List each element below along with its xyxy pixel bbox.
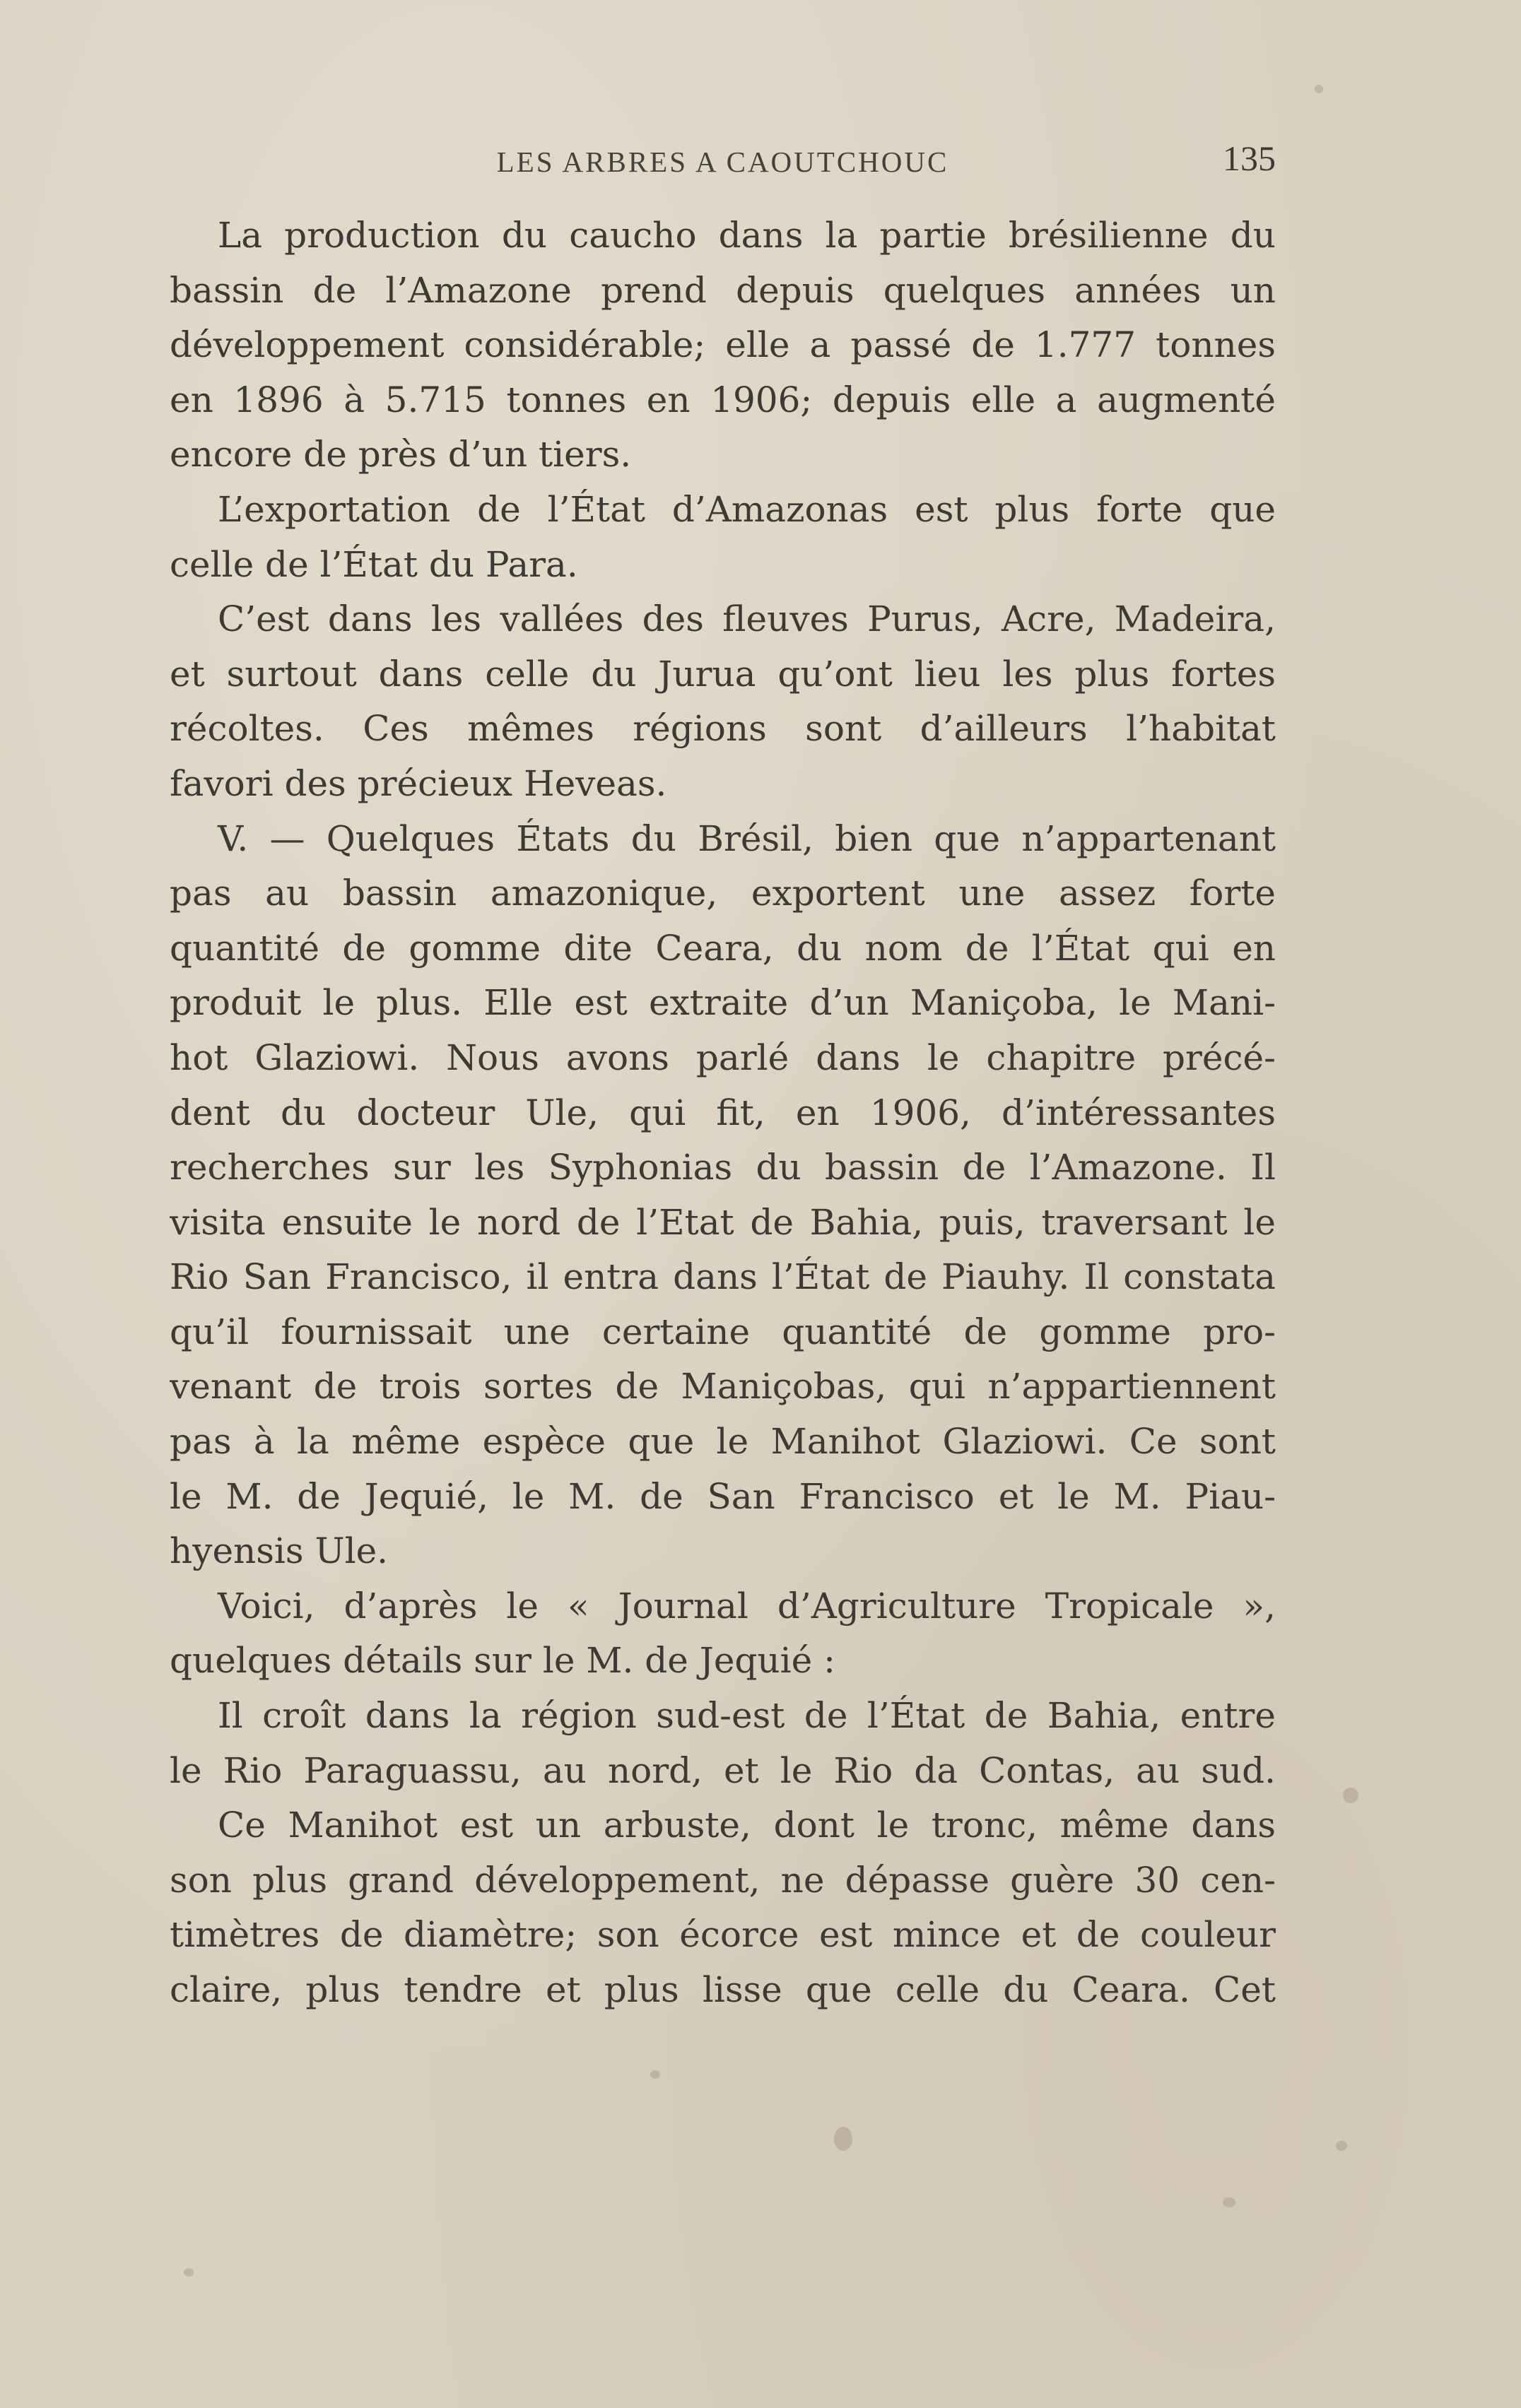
text-line: venant de trois sortes de Maniçobas, qui n’appartiennent <box>170 1366 1276 1407</box>
text-line: Il croît dans la région sud-est de l’État de Bahia, entre <box>218 1695 1276 1737</box>
text-line: encore de près d’un tiers. <box>170 434 632 476</box>
running-title: LES ARBRES A CAOUTCHOUC <box>496 146 949 178</box>
text-line: Voici, d’après le « Journal d’Agriculture Tropicale », <box>218 1585 1276 1627</box>
paper-foxing-spot <box>1315 85 1323 93</box>
body-text <box>170 208 1276 2046</box>
text-line: produit le plus. Elle est extraite d’un Maniçoba, le Mani- <box>170 982 1276 1024</box>
text-line: quantité de gomme dite Ceara, du nom de l’État qui en <box>170 927 1276 969</box>
text-line: favori des précieux Heveas. <box>170 762 667 804</box>
text-line: V. — Quelques États du Brésil, bien que n’appartenant <box>218 818 1276 859</box>
text-line: bassin de l’Amazone prend depuis quelques années un <box>170 269 1276 311</box>
text-line: La production du caucho dans la partie brésilienne du <box>218 215 1276 256</box>
text-line: claire, plus tendre et plus lisse que celle du Ceara. Cet <box>170 1969 1276 2010</box>
paper-foxing-spot <box>834 2127 852 2151</box>
text-line: timètres de diamètre; son écorce est mince et de couleur <box>170 1914 1276 1956</box>
paper-foxing-spot <box>1336 2141 1347 2151</box>
running-head <box>170 138 1276 187</box>
paper-foxing-spot <box>1343 1788 1358 1803</box>
text-line: développement considérable; elle a passé de 1.777 tonnes <box>170 324 1276 366</box>
text-line: qu’il fournissait une certaine quantité de gomme pro- <box>170 1311 1276 1352</box>
text-line: en 1896 à 5.715 tonnes en 1906; depuis elle a augmenté <box>170 379 1276 420</box>
page-number: 135 <box>1223 138 1276 178</box>
text-line: hyensis Ule. <box>170 1530 389 1572</box>
text-line: le M. de Jequié, le M. de San Francisco et le M. Piau- <box>170 1475 1276 1517</box>
text-line: Rio San Francisco, il entra dans l’État de Piauhy. Il constata <box>170 1256 1276 1298</box>
text-line: et surtout dans celle du Jurua qu’ont lieu les plus fortes <box>170 653 1276 695</box>
paper-foxing-spot <box>184 2268 194 2277</box>
text-line: pas à la même espèce que le Manihot Glaziowi. Ce sont <box>170 1421 1276 1463</box>
text-line: son plus grand développement, ne dépasse guère 30 cen- <box>170 1859 1276 1901</box>
text-line: récoltes. Ces mêmes régions sont d’ailleurs l’habitat <box>170 708 1276 750</box>
paper-foxing-spot <box>650 2070 660 2079</box>
text-line: visita ensuite le nord de l’Etat de Bahia, puis, traversant le <box>170 1201 1276 1243</box>
text-line: le Rio Paraguassu, au nord, et le Rio da Contas, au sud. <box>170 1749 1276 1791</box>
text-line: recherches sur les Syphonias du bassin de l’Amazone. Il <box>170 1147 1276 1188</box>
text-line: hot Glaziowi. Nous avons parlé dans le chapitre précé- <box>170 1037 1276 1078</box>
text-line: celle de l’État du Para. <box>170 543 578 585</box>
text-line: Ce Manihot est un arbuste, dont le tronc, même dans <box>218 1805 1276 1846</box>
text-line: quelques détails sur le M. de Jequié : <box>170 1640 835 1682</box>
paper-foxing-spot <box>1223 2197 1235 2207</box>
text-line: L’exportation de l’État d’Amazonas est plus forte que <box>218 488 1276 530</box>
text-line: C’est dans les vallées des fleuves Purus, Acre, Madeira, <box>218 598 1276 640</box>
text-line: dent du docteur Ule, qui fit, en 1906, d’intéressantes <box>170 1092 1276 1133</box>
text-line: pas au bassin amazonique, exportent une assez forte <box>170 873 1276 914</box>
